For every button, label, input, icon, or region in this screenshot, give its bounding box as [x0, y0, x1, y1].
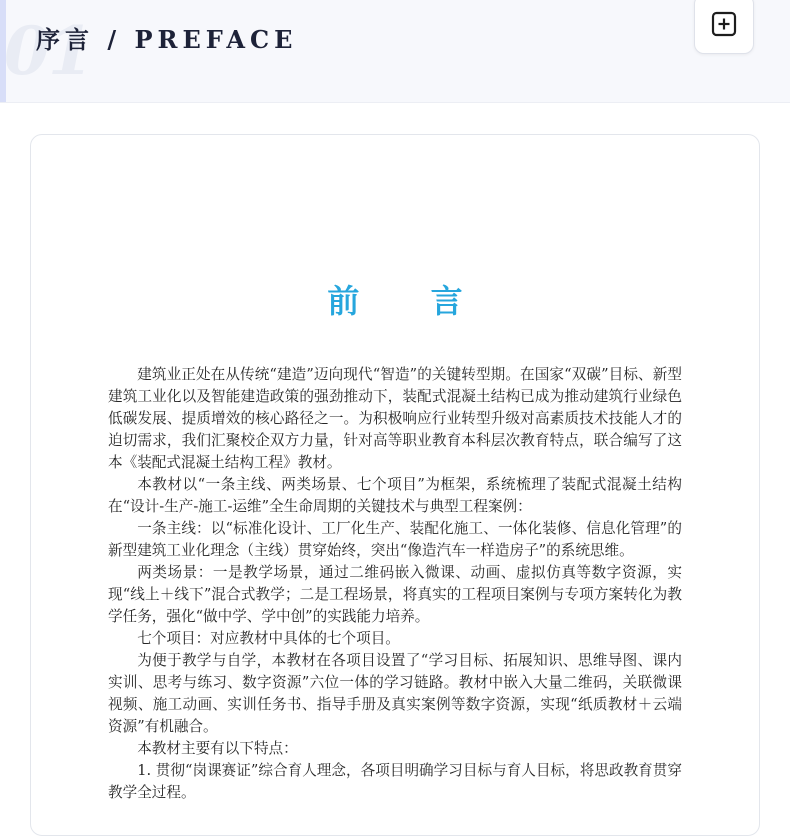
section-title: 序言 / PREFACE [36, 25, 298, 54]
section-number-watermark: 01 [4, 12, 92, 90]
paragraph: 1. 贯彻“岗课赛证”综合育人理念，各项目明确学习目标与育人目标，将思政教育贯穿教学全过程。 [108, 762, 682, 801]
plus-square-icon [711, 11, 737, 37]
expand-button[interactable] [694, 0, 754, 54]
paragraph: 建筑业正处在从传统“建造”迈向现代“智造”的关键转型期。在国家“双碳”目标、新型建筑工业化以及智能建造政策的强劲推动下，装配式混凝土结构已成为推动建筑行业绿色低碳发展、提质增效的核心路径之一。为积极响应行业转型升级对高素质技术技能人才的迫切需求，我们汇聚校企双方力量，针对高等职业教育本科层次教育特点，联合编写了这本《装配式混凝土结构工程》教材。 [108, 366, 682, 471]
paragraph: 为便于教学与自学，本教材在各项目设置了“学习目标、拓展知识、思维导图、课内实训、思考与练习、数字资源”六位一体的学习链路。教材中嵌入大量二维码，关联微课视频、施工动画、实训任务书、指导手册及真实案例等数字资源，实现“纸质教材＋云端资源”有机融合。 [108, 652, 682, 735]
paragraph: 本教材主要有以下特点： [137, 740, 298, 757]
paragraph: 本教材以“一条主线、两类场景、七个项目”为框架，系统梳理了装配式混凝土结构在“设计-生产-施工-运维”全生命周期的关键技术与典型工程案例： [108, 476, 682, 515]
paragraph: 七个项目：对应教材中具体的七个项目。 [137, 630, 400, 647]
section-header [0, 0, 790, 103]
paragraph: 一条主线：以“标准化设计、工厂化生产、装配化施工、一体化装修、信息化管理”的新型建筑工业化理念（主线）贯穿始终，突出“像造汽车一样造房子”的系统思维。 [108, 520, 682, 559]
paragraph: 两类场景：一是教学场景，通过二维码嵌入微课、动画、虚拟仿真等数字资源，实现“线上＋线下”混合式教学；二是工程场景，将真实的工程项目案例与专项方案转化为教学任务，强化“做中学、学中创”的实践能力培养。 [108, 564, 682, 625]
document-body [108, 364, 682, 804]
document-title: 前 言 [327, 282, 493, 320]
